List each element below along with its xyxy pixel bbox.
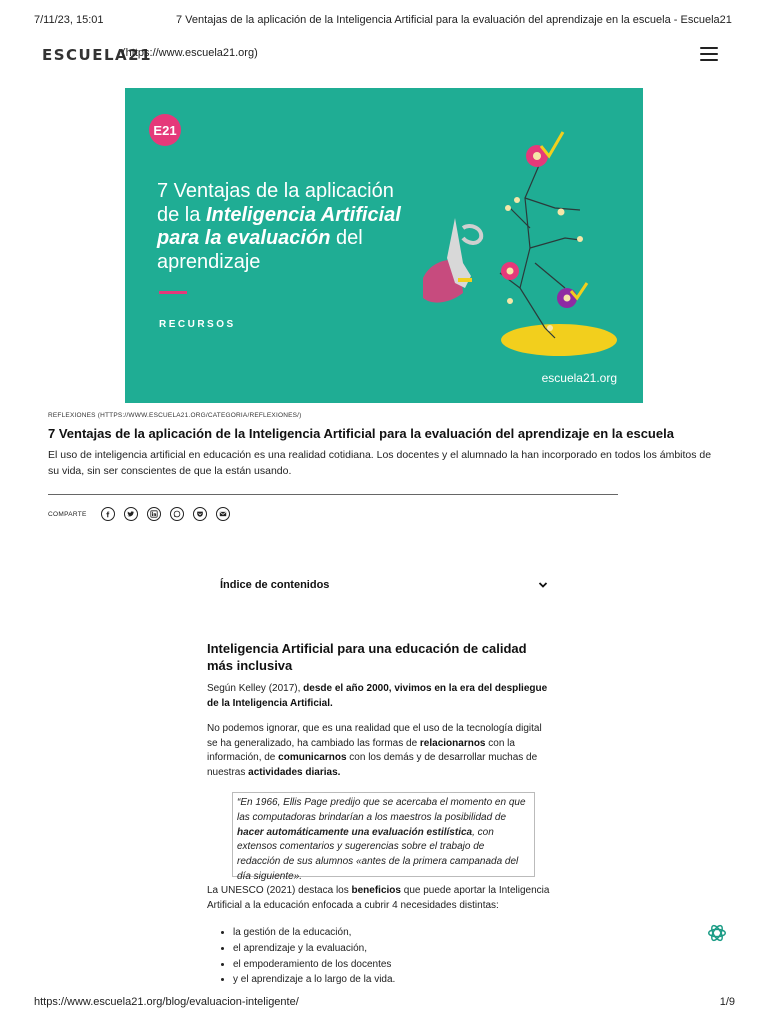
divider [48, 494, 618, 495]
list-item: • y el aprendizaje a lo largo de la vida. [233, 972, 578, 988]
print-url: https://www.escuela21.org/blog/evaluacion-inteligente/ [34, 996, 299, 1008]
needs-list [207, 925, 578, 988]
section-heading: Inteligencia Artificial para una educación de calidad más inclusiva [207, 641, 527, 673]
facebook-icon[interactable] [101, 507, 115, 521]
menu-icon[interactable] [700, 47, 718, 61]
site-header [42, 44, 722, 66]
hero-accent-bar [159, 291, 187, 294]
quote-block: “En 1966, Ellis Page predijo que se acercaba el momento en que las computadoras brindarían a los maestros la posibilidad de hacer automáticamente una evaluación estilística, con extensos comentarios y sugerencias sobre el trabajo de redacción de sus alumnos «antes de la primera campanada del día siguiente». [232, 792, 535, 877]
print-date: 7/11/23, 15:01 [34, 14, 104, 26]
hero-title: 7 Ventajas de la aplicación de la Inteligencia Artificial para la evaluación del aprendizaje [157, 180, 401, 273]
print-title: 7 Ventajas de la aplicación de la Inteligencia Artificial para la evaluación del aprendizaje en la escuela - Escuela21 [176, 14, 732, 26]
whatsapp-icon[interactable] [170, 507, 184, 521]
hero-badge: E21 [149, 114, 181, 146]
list-item: • el aprendizaje y la evaluación, [233, 941, 578, 957]
list-item: • el empoderamiento de los docentes [233, 957, 578, 973]
share-bar [48, 506, 239, 522]
hero-tag: RECURSOS [159, 319, 236, 330]
paragraph-2: No podemos ignorar, que es una realidad que el uso de la tecnología digital se ha generalizado, ha cambiado las formas de relacionarnos con la información, de comunicarnos con los demás y de desarrollar muchas de nuestras actividades diarias. [207, 723, 542, 778]
print-page-number: 1/9 [719, 996, 735, 1008]
article-title: 7 Ventajas de la aplicación de la Inteligencia Artificial para la evaluación del aprendizaje en la escuela [48, 426, 674, 441]
hero-brand: escuela21.org [541, 371, 617, 385]
toc-label: Índice de contenidos [220, 579, 330, 591]
list-item: • la gestión de la educación, [233, 925, 578, 941]
pocket-icon[interactable] [193, 507, 207, 521]
paragraph-3: La UNESCO (2021) destaca los beneficios que puede aportar la Inteligencia Artificial a la educación enfocada a cubrir 4 necesidades distintas: [207, 885, 550, 911]
chevron-down-icon [538, 580, 548, 590]
site-logo[interactable]: ESCUELA21 [42, 46, 153, 64]
site-logo-url[interactable]: (https://www.escuela21.org) [122, 47, 258, 59]
openai-icon[interactable] [706, 922, 728, 944]
linkedin-icon[interactable] [147, 507, 161, 521]
category-link[interactable]: REFLEXIONES (HTTPS://WWW.ESCUELA21.ORG/CATEGORIA/REFLEXIONES/) [48, 412, 302, 419]
twitter-icon[interactable] [124, 507, 138, 521]
toc-toggle[interactable] [220, 577, 550, 595]
hero-image [125, 88, 643, 403]
share-label: COMPARTE [48, 510, 87, 518]
article-lead: El uso de inteligencia artificial en educación es una realidad cotidiana. Los docentes y el alumnado la han incorporado en todos los ámbitos de su vida, sin ser conscientes de que la están usando. [48, 449, 712, 477]
email-icon[interactable] [216, 507, 230, 521]
paragraph-1: Según Kelley (2017), desde el año 2000, vivimos en la era del despliegue de la Inteligencia Artificial. [207, 683, 548, 709]
